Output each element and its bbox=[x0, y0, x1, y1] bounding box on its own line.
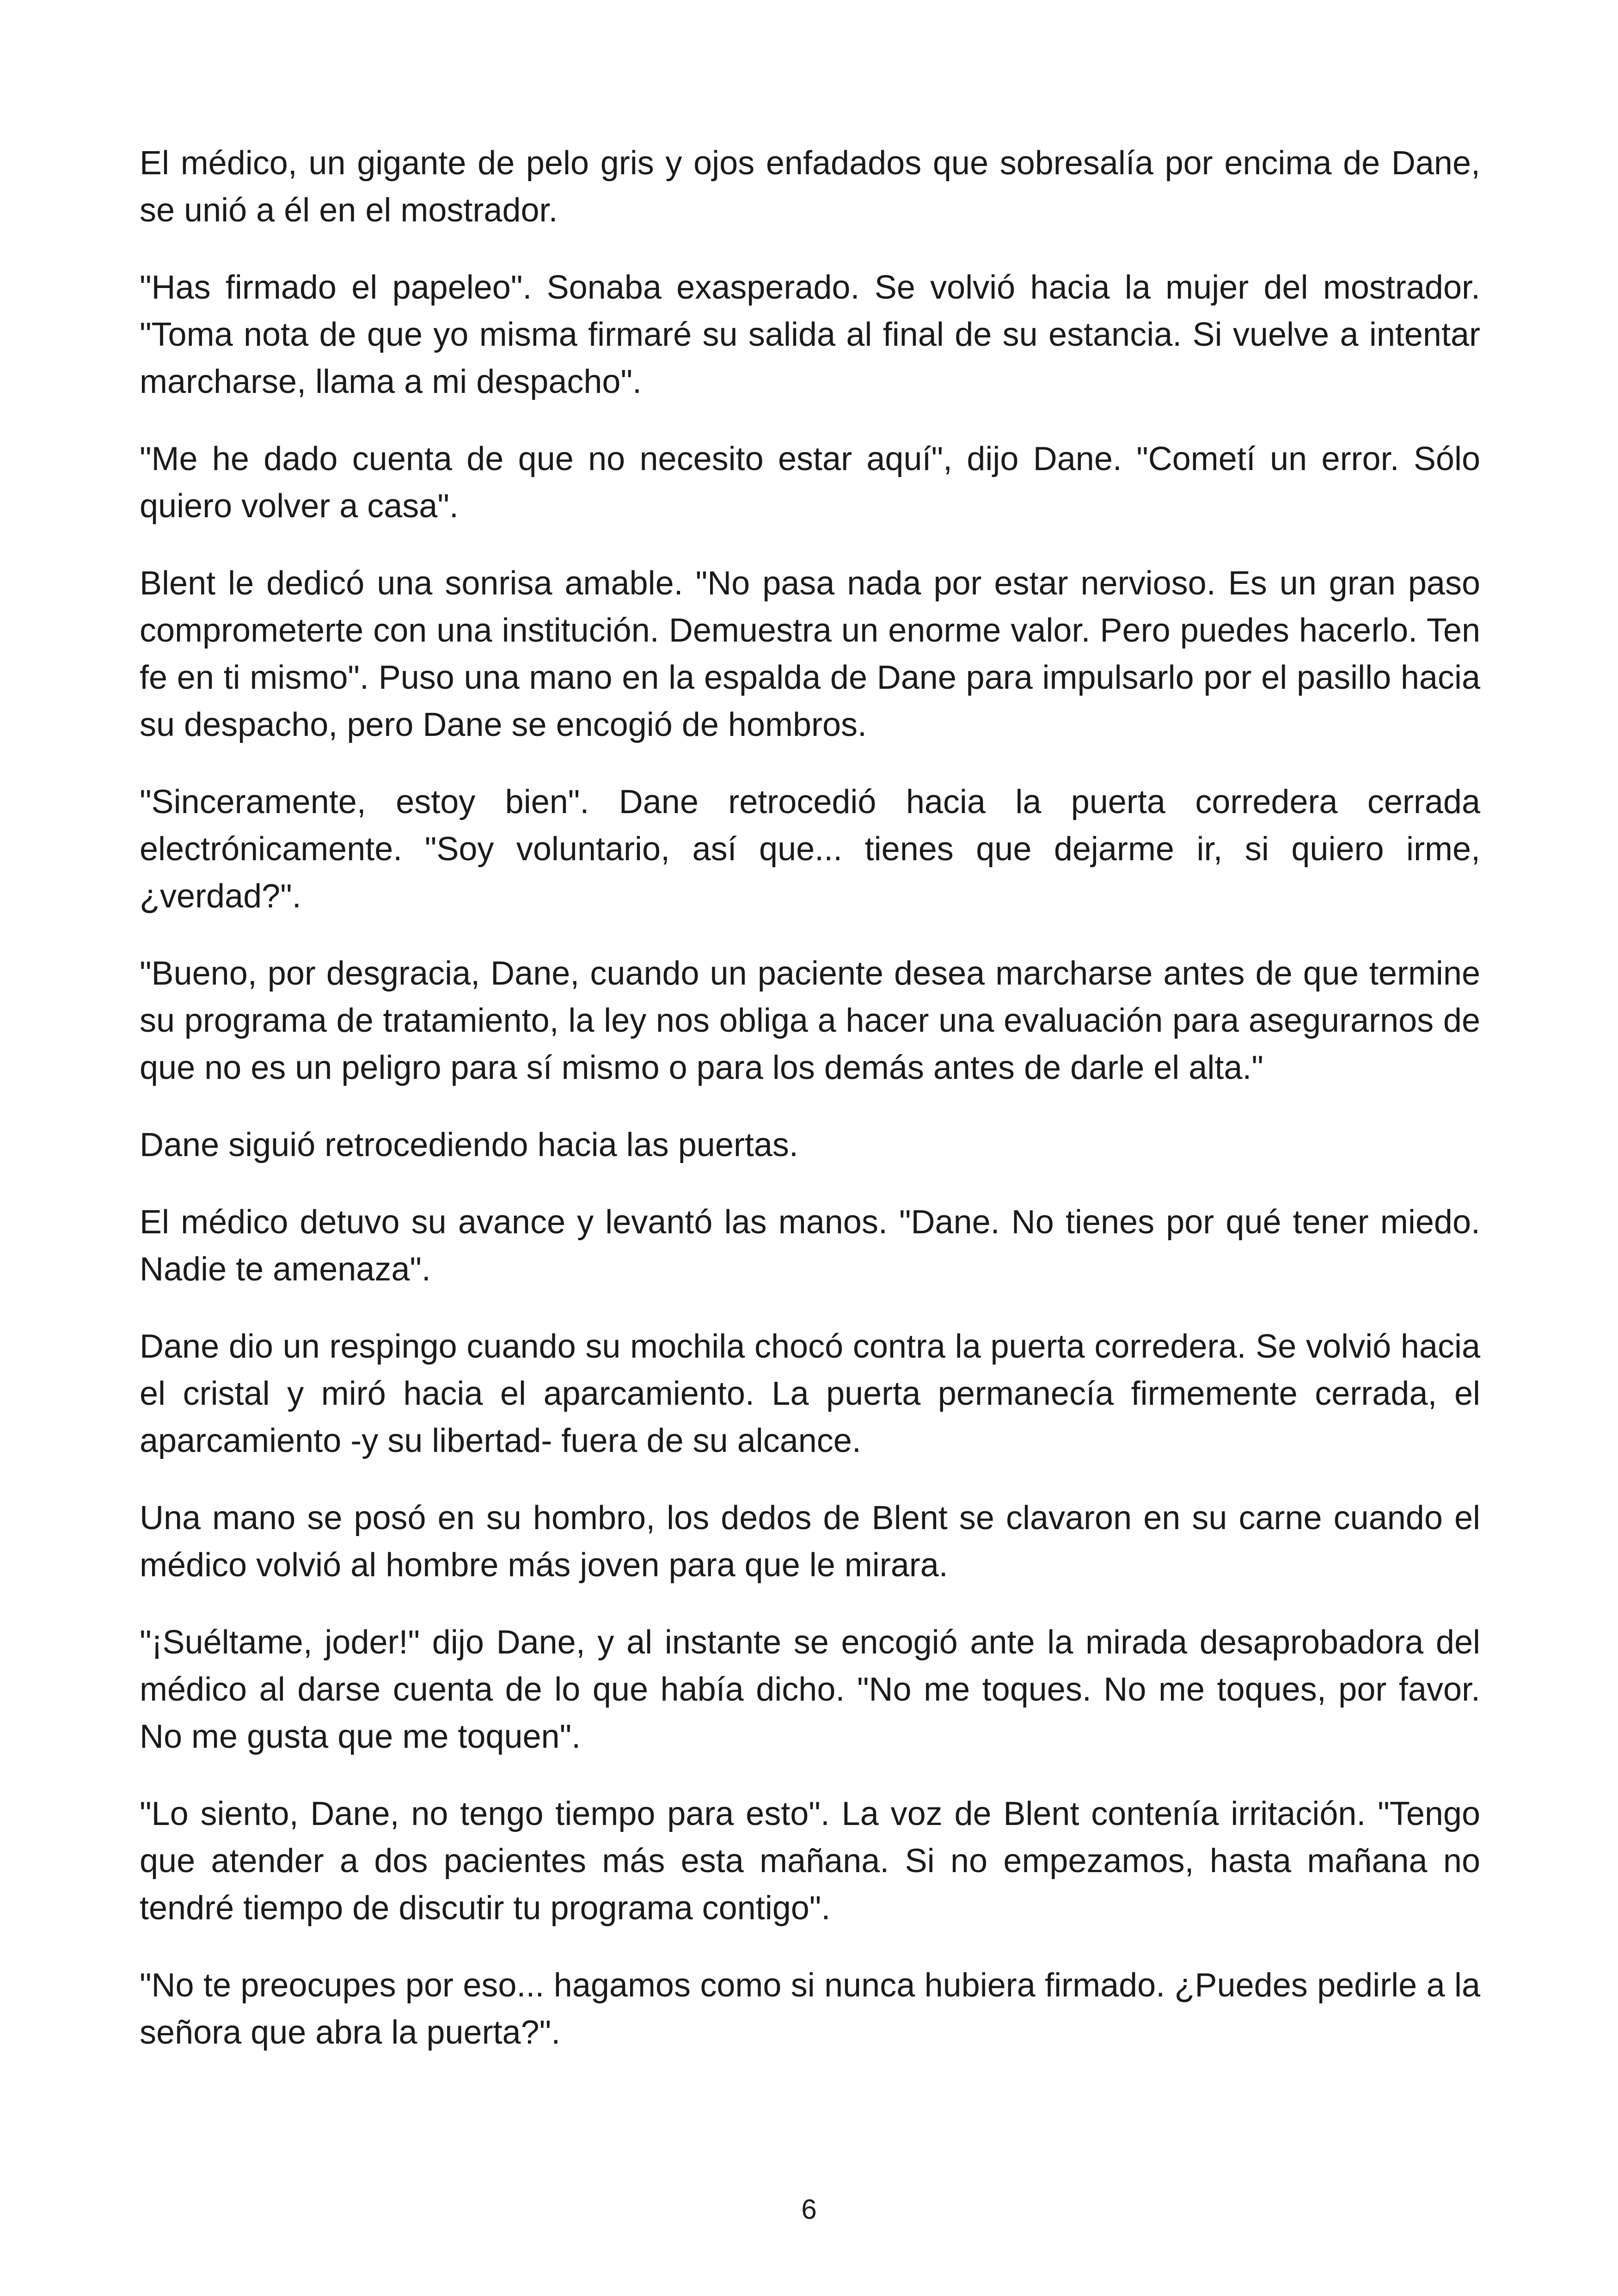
paragraph: Dane dio un respingo cuando su mochila chocó contra la puerta corredera. Se volvió hacia el cristal y miró hacia el aparcamiento. La puerta permanecía firmemente cerrada, el aparcamiento -y su libertad- fuera de su alcance. bbox=[140, 1328, 1480, 1459]
page-number: 6 bbox=[801, 2194, 817, 2225]
body-text bbox=[140, 140, 1480, 2086]
paragraph: "Me he dado cuenta de que no necesito estar aquí", dijo Dane. "Cometí un error. Sólo quiero volver a casa". bbox=[140, 441, 1480, 525]
paragraph: "No te preocupes por eso... hagamos como si nunca hubiera firmado. ¿Puedes pedirle a la señora que abra la puerta?". bbox=[140, 1967, 1480, 2051]
paragraph: Dane siguió retrocediendo hacia las puertas. bbox=[140, 1127, 798, 1163]
paragraph: Blent le dedicó una sonrisa amable. "No pasa nada por estar nervioso. Es un gran paso comprometerte con una institución. Demuestra un enorme valor. Pero puedes hacerlo. Ten fe en ti mismo". Puso una mano en la espalda de Dane para impulsarlo por el pasillo hacia su despacho, pero Dane se encogió de hombros. bbox=[140, 565, 1480, 743]
paragraph: Una mano se posó en su hombro, los dedos de Blent se clavaron en su carne cuando el médico volvió al hombre más joven para que le mirara. bbox=[140, 1500, 1480, 1584]
paragraph: "Bueno, por desgracia, Dane, cuando un paciente desea marcharse antes de que termine su programa de tratamiento, la ley nos obliga a hacer una evaluación para asegurarnos de que no es un peligro para sí mismo o para los demás antes de darle el alta." bbox=[140, 955, 1480, 1086]
paragraph: El médico detuvo su avance y levantó las manos. "Dane. No tienes por qué tener miedo. Nadie te amenaza". bbox=[140, 1204, 1480, 1288]
paragraph: "Lo siento, Dane, no tengo tiempo para esto". La voz de Blent contenía irritación. "Tengo que atender a dos pacientes más esta mañana. Si no empezamos, hasta mañana no tendré tiempo de discutir tu programa contigo". bbox=[140, 1795, 1480, 1927]
paragraph: "Has firmado el papeleo". Sonaba exasperado. Se volvió hacia la mujer del mostrador. "Toma nota de que yo misma firmaré su salida al final de su estancia. Si vuelve a intentar marcharse, llama a mi despacho". bbox=[140, 269, 1480, 400]
paragraph: El médico, un gigante de pelo gris y ojos enfadados que sobresalía por encima de Dane, se unió a él en el mostrador. bbox=[140, 145, 1480, 229]
paragraph: "Sinceramente, estoy bien". Dane retrocedió hacia la puerta corredera cerrada electrónicamente. "Soy voluntario, así que... tienes que dejarme ir, si quiero irme, ¿verdad?". bbox=[140, 784, 1480, 915]
paragraph: "¡Suéltame, joder!" dijo Dane, y al instante se encogió ante la mirada desaprobadora del médico al darse cuenta de lo que había dicho. "No me toques. No me toques, por favor. No me gusta que me toquen". bbox=[140, 1624, 1480, 1755]
